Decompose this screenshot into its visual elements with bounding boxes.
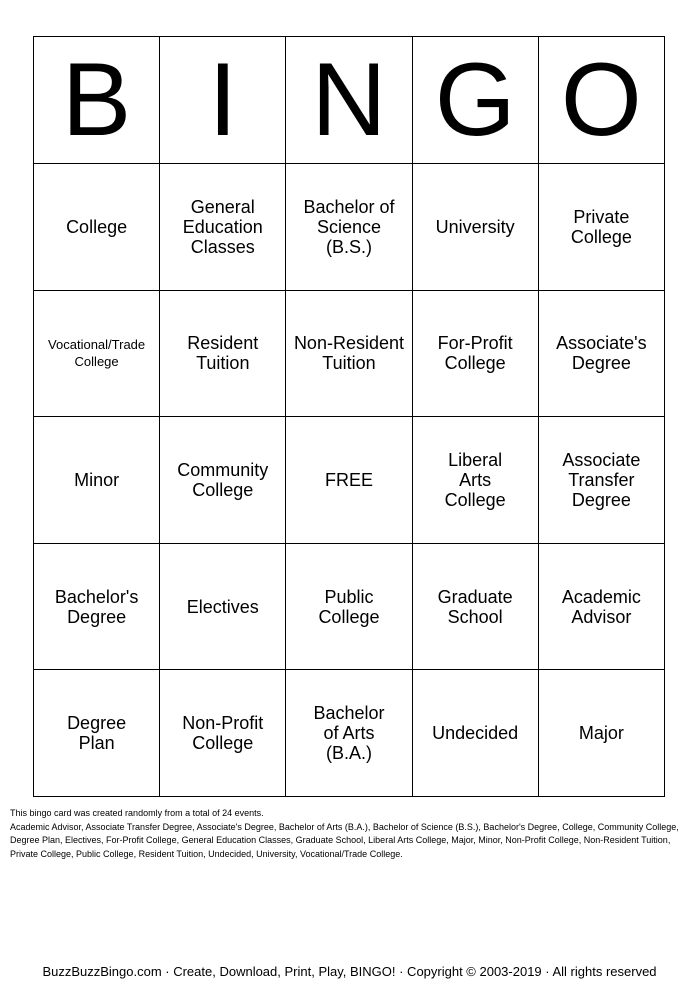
header-letter-i: I	[160, 37, 286, 164]
cell-text: College	[66, 216, 128, 237]
cell-text: Associate Transfer Degree	[562, 449, 641, 510]
bingo-cell	[160, 670, 286, 797]
cell-text: Major	[578, 723, 624, 744]
header-letter-o: O	[538, 37, 664, 164]
bingo-row	[34, 543, 665, 670]
cell-text: Bachelor of Arts (B.A.)	[313, 703, 385, 764]
cell-text: Bachelor of Science (B.S.)	[303, 196, 395, 257]
bingo-cell	[160, 164, 286, 291]
bingo-cell	[34, 670, 160, 797]
cell-text: Bachelor's Degree	[54, 586, 139, 627]
bingo-cell	[538, 543, 664, 670]
header-letter-n: N	[286, 37, 412, 164]
bingo-cell	[412, 164, 538, 291]
cell-text: Associate's Degree	[556, 333, 647, 374]
bingo-row	[34, 290, 665, 417]
bingo-cell	[412, 543, 538, 670]
header-letter-g: G	[412, 37, 538, 164]
bingo-row	[34, 417, 665, 544]
bingo-row	[34, 164, 665, 291]
card-info-events: Academic Advisor, Associate Transfer Degree, Associate's Degree, Bachelor of Arts (B.A.), Bachelor of Science (B.S.), Bachelor's Degree, College, Community College, Degree Plan, Electives, For-Profit College, General Education Classes, Graduate School, Liberal Arts College, Major, Minor, Non-Profit College, Non-Resident Tuition, Private College, Public College, Resident Tuition, Undecided, University, Vocational/Trade College.	[10, 821, 679, 859]
bingo-cell	[412, 290, 538, 417]
bingo-cell	[286, 670, 412, 797]
cell-text: Liberal Arts College	[444, 449, 506, 510]
cell-text: Non-Resident Tuition	[293, 333, 404, 374]
cell-text: Undecided	[432, 723, 519, 744]
cell-text: Degree Plan	[67, 713, 127, 754]
bingo-cell	[160, 417, 286, 544]
bingo-cell	[412, 670, 538, 797]
bingo-cell	[34, 164, 160, 291]
cell-text: Resident Tuition	[187, 333, 259, 374]
bingo-cell	[286, 543, 412, 670]
bingo-row	[34, 670, 665, 797]
cell-text: Academic Advisor	[561, 586, 641, 627]
bingo-cell	[160, 290, 286, 417]
bingo-header-row	[34, 37, 665, 164]
cell-text: Electives	[186, 596, 259, 617]
bingo-cell	[34, 543, 160, 670]
bingo-cell	[286, 290, 412, 417]
bingo-cell	[34, 417, 160, 544]
cell-text: Private College	[570, 206, 632, 247]
bingo-cell	[538, 670, 664, 797]
bingo-cell	[538, 164, 664, 291]
cell-text: Public College	[318, 586, 380, 627]
cell-text: Graduate School	[437, 586, 513, 627]
cell-text: Non-Profit College	[182, 713, 264, 754]
bingo-cell	[538, 290, 664, 417]
card-info	[10, 807, 690, 861]
cell-text: Vocational/Trade College	[48, 337, 146, 370]
bingo-cell	[34, 290, 160, 417]
bingo-cell	[160, 543, 286, 670]
cell-text: For-Profit College	[437, 333, 513, 374]
bingo-card	[33, 36, 665, 797]
cell-text: General Education Classes	[182, 196, 263, 257]
cell-text: Community College	[177, 459, 269, 500]
cell-text: University	[435, 216, 515, 237]
cell-text: FREE	[324, 469, 373, 490]
header-letter-b: B	[34, 37, 160, 164]
cell-text: Minor	[74, 469, 120, 490]
free-cell	[286, 417, 412, 544]
bingo-cell	[412, 417, 538, 544]
card-info-summary: This bingo card was created randomly from a total of 24 events.	[10, 808, 264, 818]
bingo-cell	[538, 417, 664, 544]
footer: BuzzBuzzBingo.com · Create, Download, Print, Play, BINGO! · Copyright © 2003-2019 · All rights reserved	[42, 964, 657, 979]
bingo-cell	[286, 164, 412, 291]
